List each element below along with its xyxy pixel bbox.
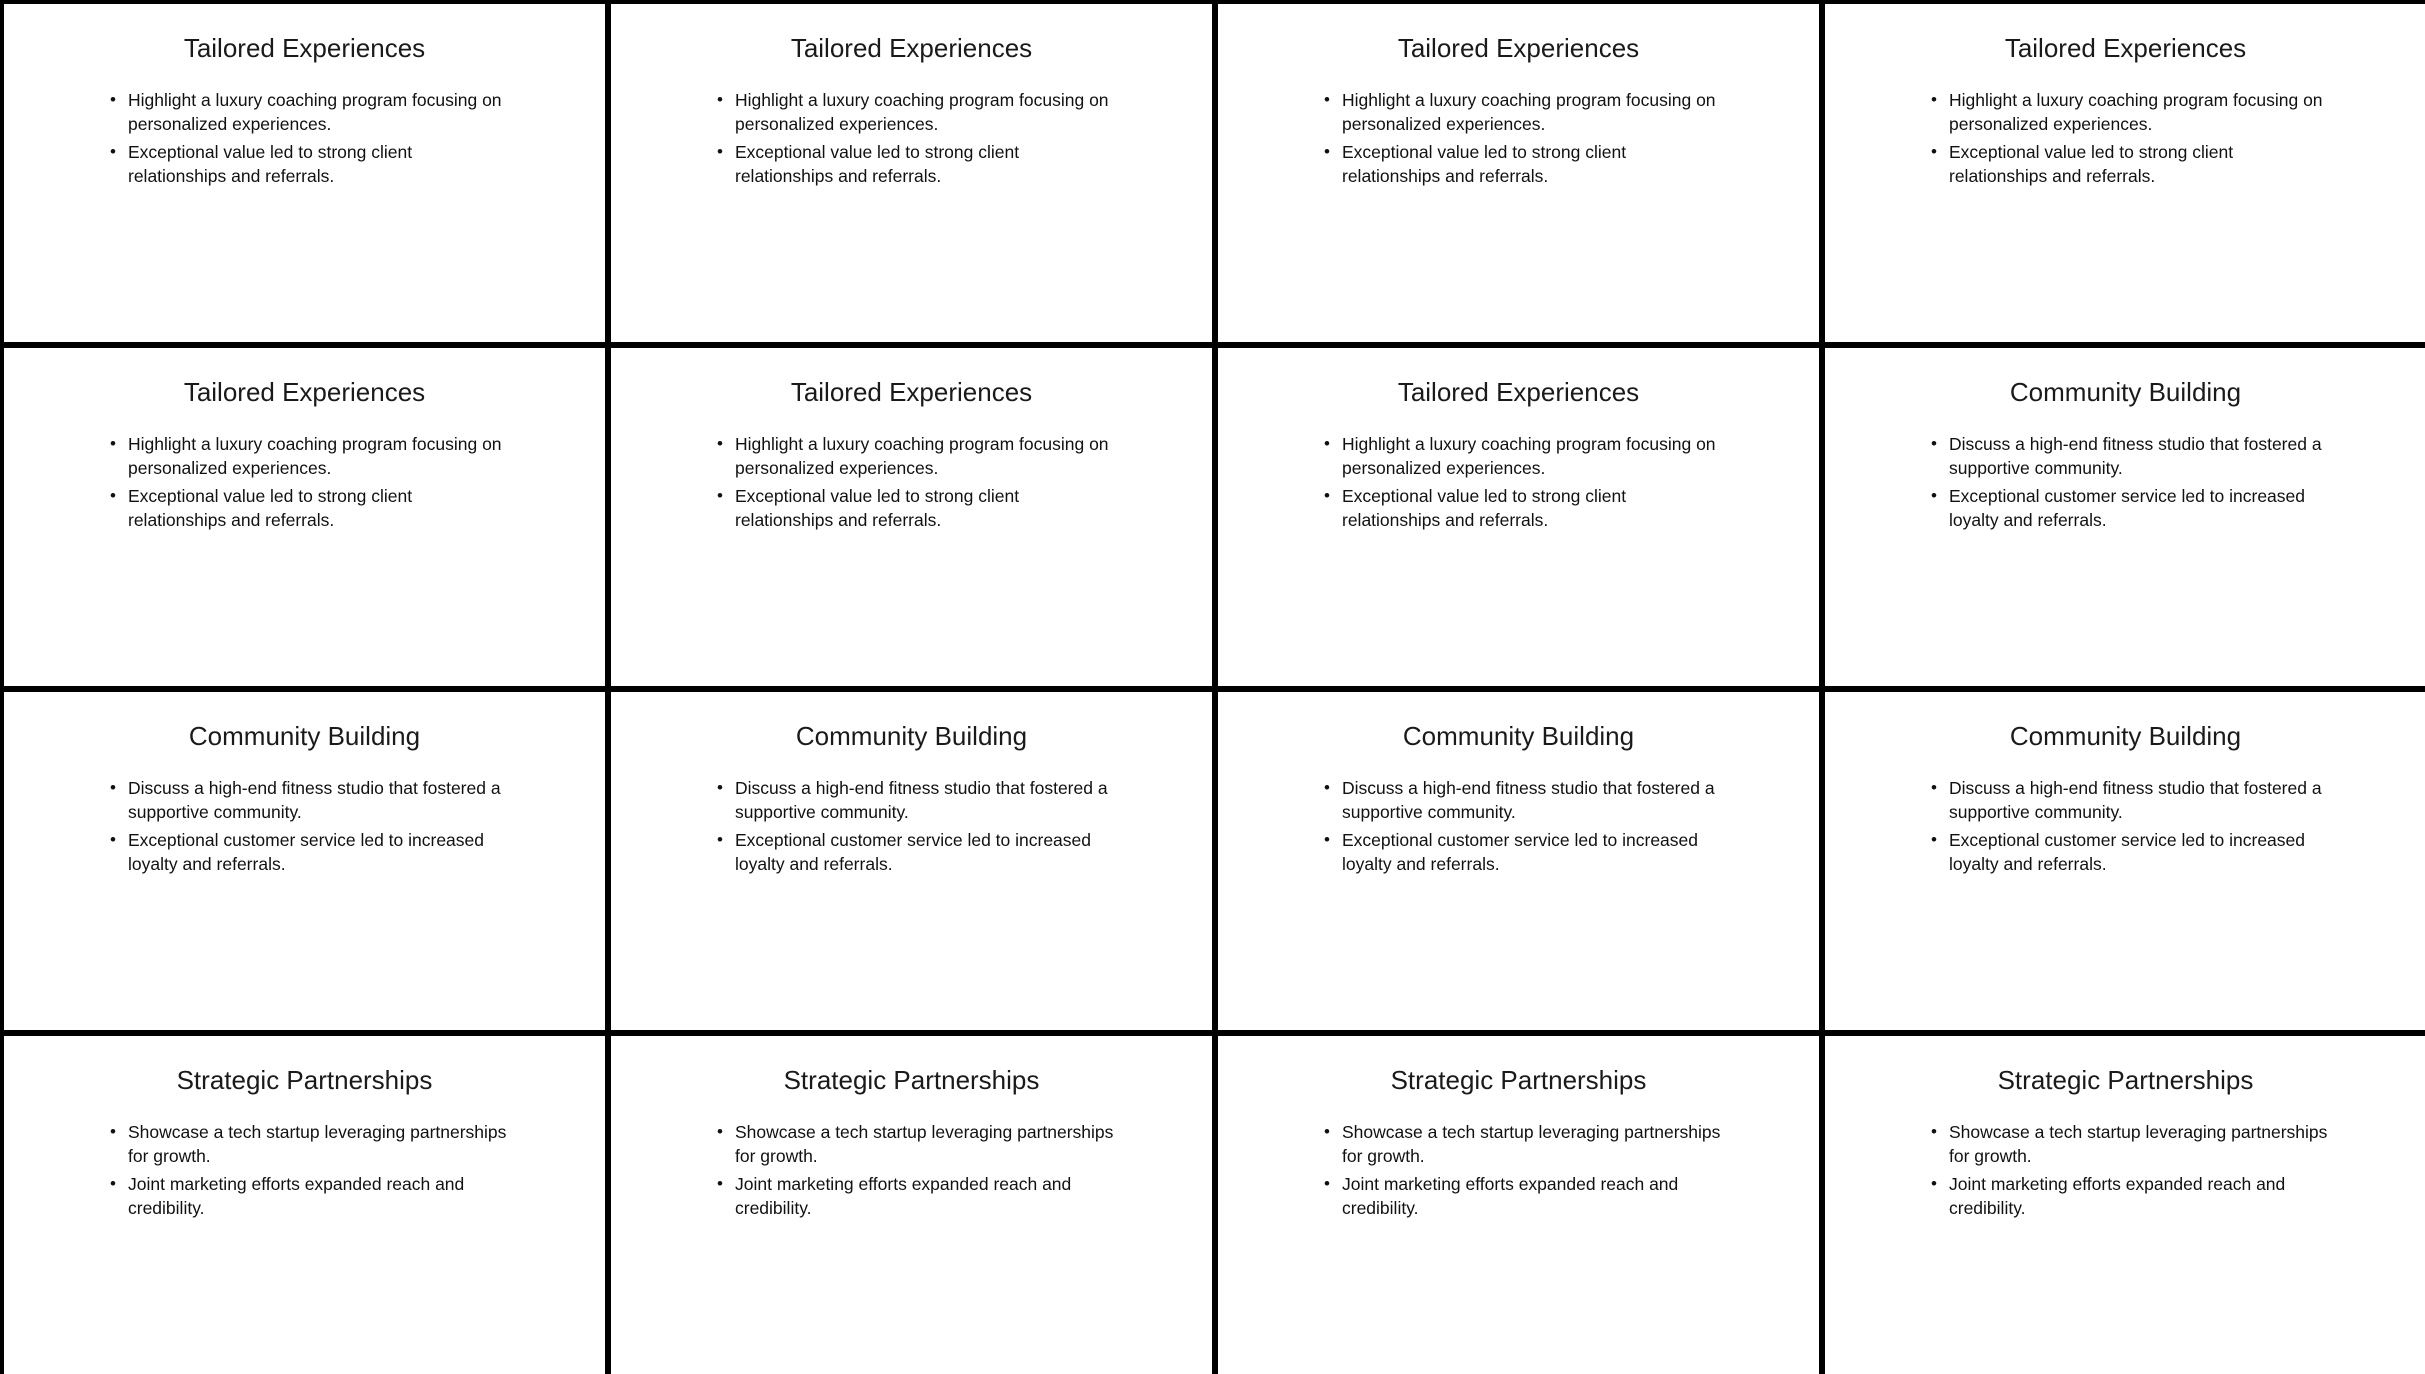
- bullet-text: Exceptional customer service led to increased loyalty and referrals.: [1342, 830, 1699, 874]
- bullet-list: [1931, 88, 2331, 192]
- bullet-dot-icon: •: [1931, 830, 1937, 849]
- bullet-text: Joint marketing efforts expanded reach and credibility.: [1949, 1174, 2286, 1218]
- slide-thumbnail[interactable]: [611, 1036, 1212, 1374]
- bullet-text: Joint marketing efforts expanded reach and credibility.: [735, 1174, 1072, 1218]
- bullet-dot-icon: •: [110, 434, 116, 453]
- bullet-item: [717, 776, 1117, 824]
- bullet-dot-icon: •: [717, 1122, 723, 1141]
- bullet-list: [717, 432, 1117, 536]
- bullet-dot-icon: •: [717, 778, 723, 797]
- bullet-item: [110, 1120, 510, 1168]
- bullet-text: Exceptional value led to strong client relationships and referrals.: [1949, 142, 2234, 186]
- bullet-text: Highlight a luxury coaching program focusing on personalized experiences.: [735, 434, 1109, 478]
- bullet-item: [1324, 1120, 1724, 1168]
- bullet-text: Showcase a tech startup leveraging partnerships for growth.: [735, 1122, 1114, 1166]
- bullet-text: Highlight a luxury coaching program focusing on personalized experiences.: [1342, 90, 1716, 134]
- bullet-list: [717, 88, 1117, 192]
- bullet-item: [1931, 484, 2331, 532]
- bullet-dot-icon: •: [110, 778, 116, 797]
- slide-title: Tailored Experiences: [1397, 377, 1640, 407]
- bullet-text: Discuss a high-end fitness studio that fostered a supportive community.: [735, 778, 1108, 822]
- bullet-text: Exceptional value led to strong client relationships and referrals.: [1342, 142, 1627, 186]
- bullet-dot-icon: •: [1931, 90, 1937, 109]
- bullet-item: [717, 1172, 1117, 1220]
- bullet-dot-icon: •: [1324, 434, 1330, 453]
- bullet-item: [717, 484, 1117, 532]
- bullet-text: Discuss a high-end fitness studio that fostered a supportive community.: [128, 778, 501, 822]
- bullet-list: [110, 1120, 510, 1224]
- bullet-item: [1931, 1120, 2331, 1168]
- bullet-item: [110, 88, 510, 136]
- bullet-item: [717, 432, 1117, 480]
- bullet-item: [1324, 140, 1724, 188]
- bullet-item: [717, 828, 1117, 876]
- slide-title: Tailored Experiences: [1397, 33, 1640, 63]
- slide-thumbnail[interactable]: [4, 1036, 605, 1374]
- bullet-list: [717, 776, 1117, 880]
- bullet-item: [110, 484, 510, 532]
- bullet-dot-icon: •: [1931, 1174, 1937, 1193]
- bullet-list: [1931, 432, 2331, 536]
- slide-title: Community Building: [795, 721, 1028, 751]
- slide-thumbnail[interactable]: [611, 4, 1212, 342]
- bullet-dot-icon: •: [717, 486, 723, 505]
- bullet-item: [1324, 484, 1724, 532]
- bullet-text: Exceptional customer service led to increased loyalty and referrals.: [128, 830, 485, 874]
- slide-thumbnail[interactable]: [1218, 692, 1819, 1030]
- bullet-text: Showcase a tech startup leveraging partnerships for growth.: [1949, 1122, 2328, 1166]
- bullet-list: [1324, 776, 1724, 880]
- bullet-dot-icon: •: [717, 434, 723, 453]
- bullet-item: [1324, 1172, 1724, 1220]
- bullet-list: [110, 776, 510, 880]
- slide-title: Community Building: [2009, 721, 2242, 751]
- bullet-item: [1324, 88, 1724, 136]
- slide-thumbnail[interactable]: [611, 692, 1212, 1030]
- bullet-item: [110, 140, 510, 188]
- bullet-text: Exceptional customer service led to increased loyalty and referrals.: [1949, 486, 2306, 530]
- bullet-dot-icon: •: [1931, 778, 1937, 797]
- bullet-list: [1324, 88, 1724, 192]
- bullet-item: [1931, 828, 2331, 876]
- bullet-list: [110, 88, 510, 192]
- bullet-list: [1931, 1120, 2331, 1224]
- bullet-dot-icon: •: [1324, 1122, 1330, 1141]
- slide-title: Community Building: [1402, 721, 1635, 751]
- bullet-dot-icon: •: [1324, 90, 1330, 109]
- bullet-dot-icon: •: [1324, 142, 1330, 161]
- bullet-dot-icon: •: [1931, 486, 1937, 505]
- bullet-item: [717, 140, 1117, 188]
- bullet-text: Showcase a tech startup leveraging partnerships for growth.: [128, 1122, 507, 1166]
- bullet-dot-icon: •: [1324, 1174, 1330, 1193]
- slide-title: Strategic Partnerships: [176, 1065, 433, 1095]
- bullet-text: Exceptional customer service led to increased loyalty and referrals.: [1949, 830, 2306, 874]
- bullet-item: [110, 1172, 510, 1220]
- bullet-list: [717, 1120, 1117, 1224]
- bullet-item: [1931, 1172, 2331, 1220]
- bullet-text: Joint marketing efforts expanded reach and credibility.: [1342, 1174, 1679, 1218]
- bullet-dot-icon: •: [717, 830, 723, 849]
- bullet-text: Exceptional value led to strong client relationships and referrals.: [1342, 486, 1627, 530]
- bullet-item: [1324, 828, 1724, 876]
- bullet-dot-icon: •: [1324, 778, 1330, 797]
- bullet-text: Highlight a luxury coaching program focusing on personalized experiences.: [1949, 90, 2323, 134]
- bullet-dot-icon: •: [717, 90, 723, 109]
- bullet-dot-icon: •: [110, 1174, 116, 1193]
- bullet-text: Highlight a luxury coaching program focusing on personalized experiences.: [128, 90, 502, 134]
- bullet-item: [1324, 776, 1724, 824]
- bullet-list: [1324, 1120, 1724, 1224]
- slide-title: Tailored Experiences: [183, 33, 426, 63]
- slide-title: Community Building: [188, 721, 421, 751]
- slide-thumbnail[interactable]: [4, 692, 605, 1030]
- slide-thumbnail[interactable]: [1825, 348, 2425, 686]
- bullet-dot-icon: •: [110, 142, 116, 161]
- slide-thumbnail[interactable]: [4, 4, 605, 342]
- bullet-text: Highlight a luxury coaching program focusing on personalized experiences.: [735, 90, 1109, 134]
- slide-title: Tailored Experiences: [183, 377, 426, 407]
- bullet-dot-icon: •: [110, 1122, 116, 1141]
- slide-thumbnail[interactable]: [1825, 4, 2425, 342]
- bullet-list: [1324, 432, 1724, 536]
- bullet-item: [110, 432, 510, 480]
- bullet-item: [1931, 432, 2331, 480]
- slide-title: Community Building: [2009, 377, 2242, 407]
- bullet-text: Exceptional value led to strong client relationships and referrals.: [735, 486, 1020, 530]
- bullet-list: [1931, 776, 2331, 880]
- slide-title: Tailored Experiences: [2004, 33, 2247, 63]
- bullet-item: [1931, 140, 2331, 188]
- slide-title: Tailored Experiences: [790, 33, 1033, 63]
- bullet-dot-icon: •: [717, 1174, 723, 1193]
- bullet-item: [1324, 432, 1724, 480]
- bullet-item: [1931, 88, 2331, 136]
- bullet-dot-icon: •: [110, 90, 116, 109]
- bullet-text: Highlight a luxury coaching program focusing on personalized experiences.: [128, 434, 502, 478]
- slide-title: Tailored Experiences: [790, 377, 1033, 407]
- bullet-dot-icon: •: [1931, 1122, 1937, 1141]
- bullet-text: Discuss a high-end fitness studio that fostered a supportive community.: [1949, 778, 2322, 822]
- slide-title: Strategic Partnerships: [1997, 1065, 2254, 1095]
- bullet-item: [1931, 776, 2331, 824]
- bullet-dot-icon: •: [1931, 434, 1937, 453]
- bullet-dot-icon: •: [1324, 486, 1330, 505]
- bullet-item: [717, 1120, 1117, 1168]
- slide-thumbnail[interactable]: [1825, 692, 2425, 1030]
- slide-thumbnail[interactable]: [1218, 1036, 1819, 1374]
- slide-thumbnail[interactable]: [611, 348, 1212, 686]
- bullet-dot-icon: •: [110, 830, 116, 849]
- bullet-text: Joint marketing efforts expanded reach and credibility.: [128, 1174, 465, 1218]
- slide-thumbnail[interactable]: [1218, 348, 1819, 686]
- bullet-text: Exceptional value led to strong client relationships and referrals.: [735, 142, 1020, 186]
- bullet-item: [110, 828, 510, 876]
- bullet-text: Exceptional value led to strong client relationships and referrals.: [128, 486, 413, 530]
- bullet-item: [717, 88, 1117, 136]
- bullet-dot-icon: •: [717, 142, 723, 161]
- bullet-item: [110, 776, 510, 824]
- slide-title: Strategic Partnerships: [783, 1065, 1040, 1095]
- bullet-text: Discuss a high-end fitness studio that fostered a supportive community.: [1949, 434, 2322, 478]
- bullet-text: Discuss a high-end fitness studio that fostered a supportive community.: [1342, 778, 1715, 822]
- slide-thumbnail[interactable]: [1218, 4, 1819, 342]
- bullet-dot-icon: •: [110, 486, 116, 505]
- bullet-text: Exceptional customer service led to increased loyalty and referrals.: [735, 830, 1092, 874]
- bullet-dot-icon: •: [1931, 142, 1937, 161]
- bullet-dot-icon: •: [1324, 830, 1330, 849]
- bullet-text: Highlight a luxury coaching program focusing on personalized experiences.: [1342, 434, 1716, 478]
- bullet-list: [110, 432, 510, 536]
- slide-title: Strategic Partnerships: [1390, 1065, 1647, 1095]
- bullet-text: Exceptional value led to strong client relationships and referrals.: [128, 142, 413, 186]
- slide-thumbnail[interactable]: [1825, 1036, 2425, 1374]
- bullet-text: Showcase a tech startup leveraging partnerships for growth.: [1342, 1122, 1721, 1166]
- slide-thumbnail[interactable]: [4, 348, 605, 686]
